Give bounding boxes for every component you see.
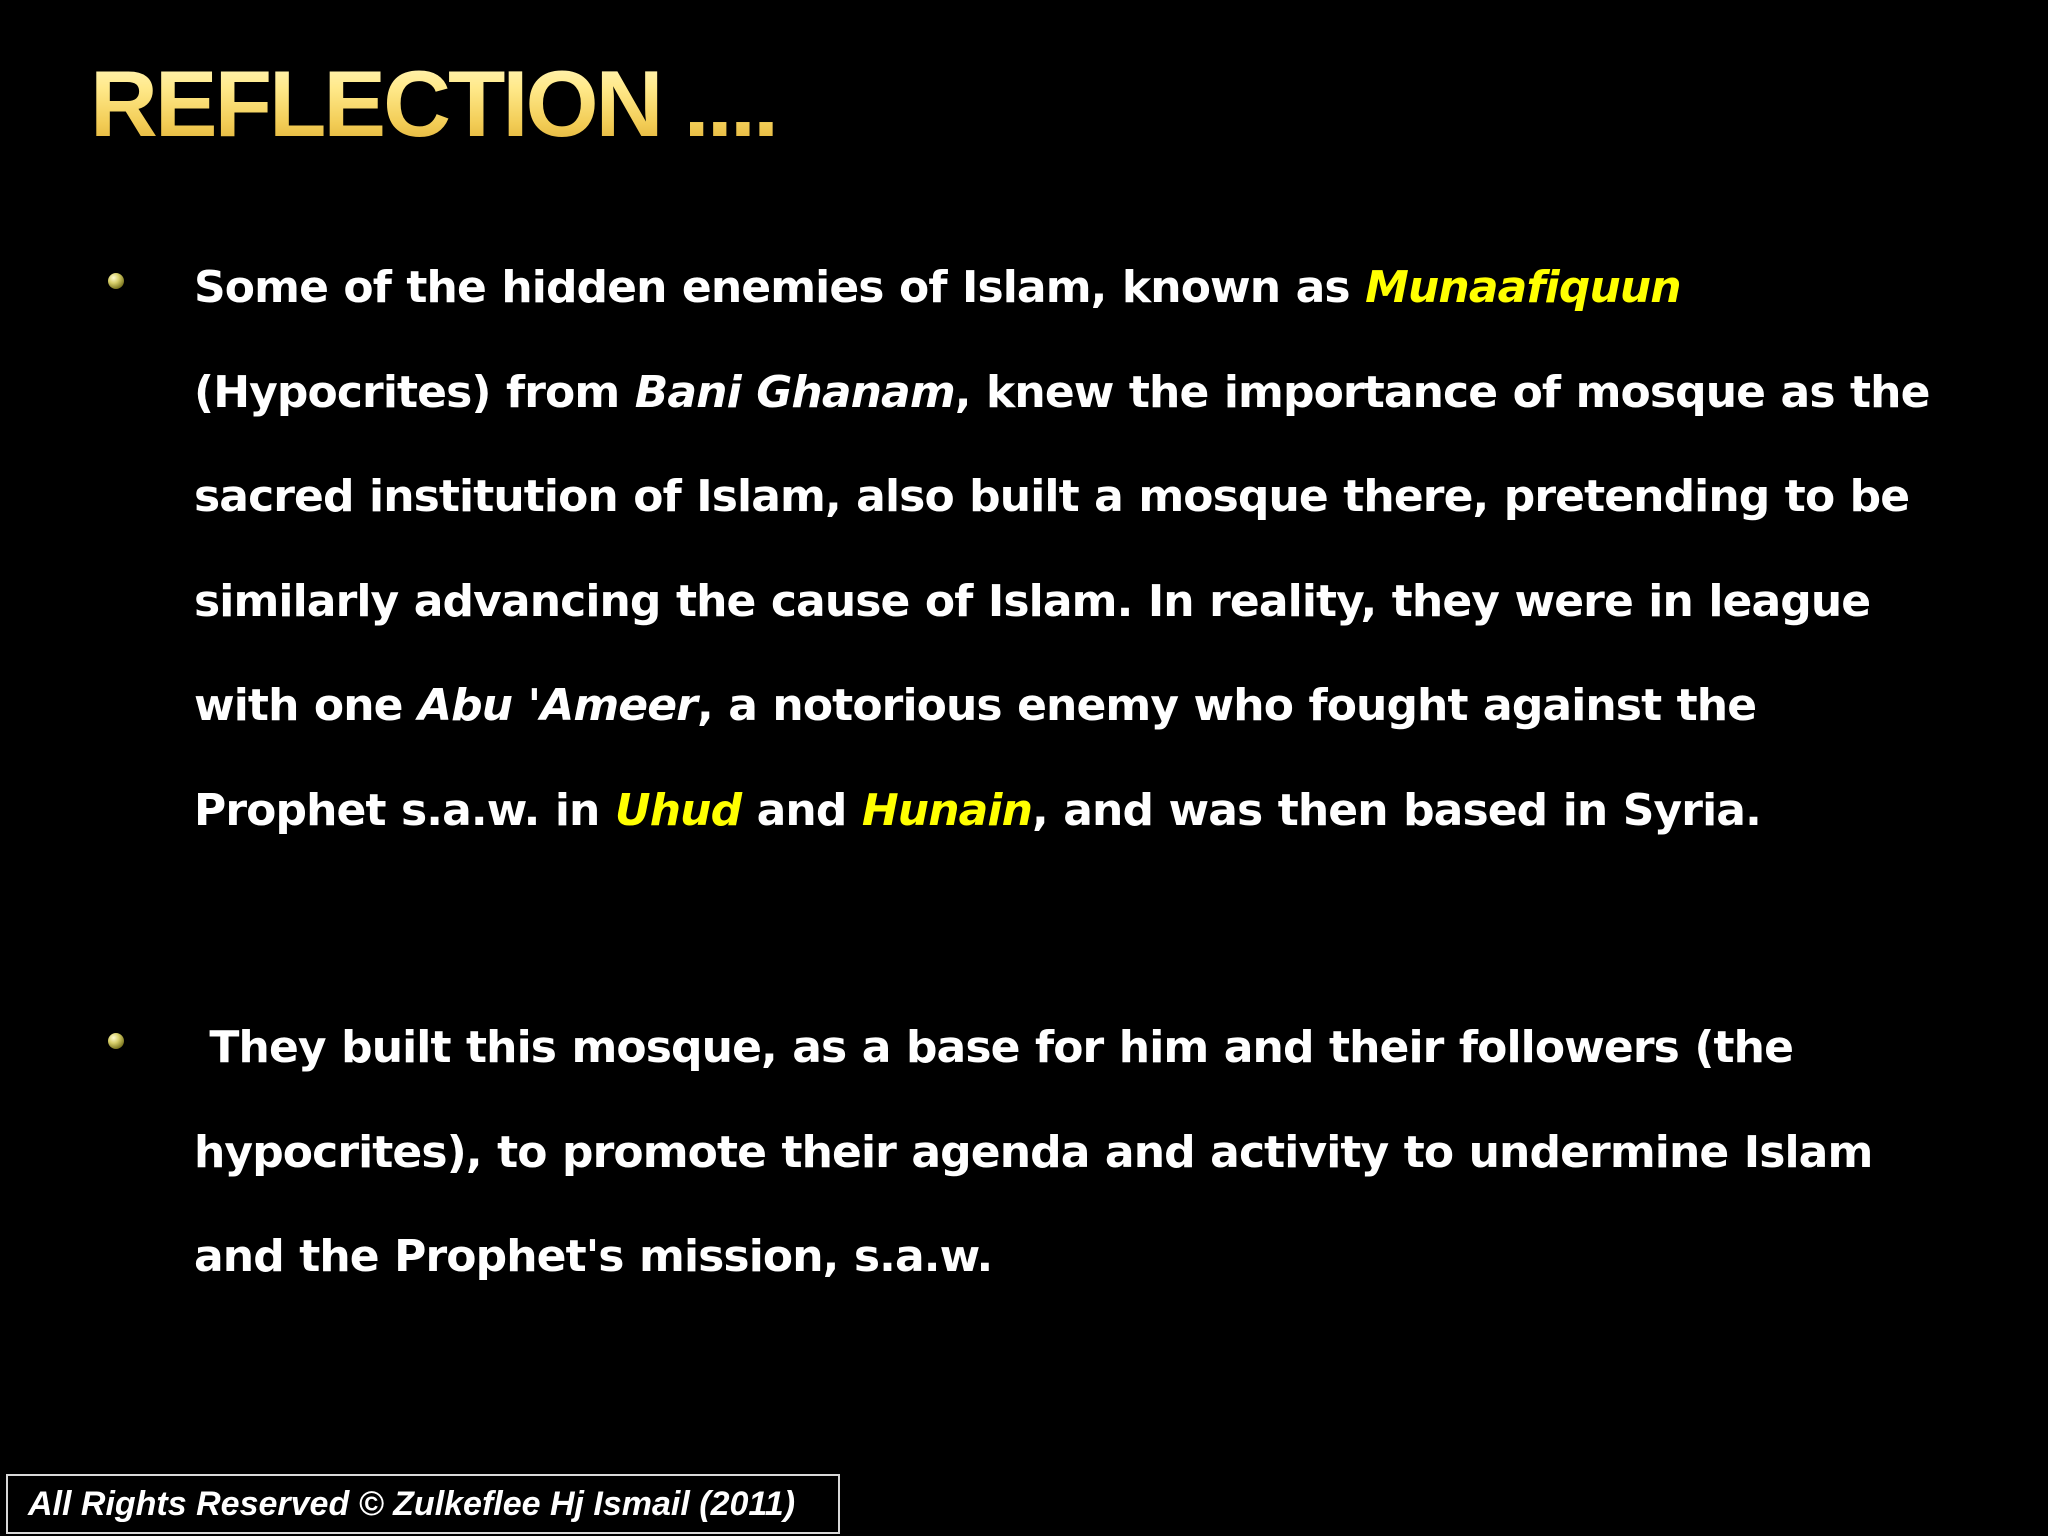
term-abu-ameer: Abu 'Ameer: [418, 680, 697, 731]
highlight-term-uhud: Uhud: [614, 784, 742, 836]
bullet-dot-icon: [108, 1033, 124, 1049]
bullet-paragraph-2: [194, 996, 1954, 1310]
bullet-paragraph-1: [194, 236, 1954, 863]
slide-title: REFLECTION ....: [90, 51, 777, 156]
text-segment: , and was then based in Syria.: [1032, 784, 1761, 836]
text-segment: Some of the hidden enemies of Islam, known as: [194, 262, 1366, 313]
text-segment: (Hypocrites) from: [194, 366, 635, 418]
copyright-footer: All Rights Reserved © Zulkeflee Hj Ismail (2011): [6, 1474, 840, 1534]
highlight-term-hunain: Hunain: [861, 784, 1033, 836]
highlight-term-munaafiquun: Munaafiquun: [1365, 262, 1681, 313]
text-segment: , knew the importance of mosque as the sacred institution of Islam, also built a mosque there, pretending to be similarly advancing the cause of Islam. In reality, they were in league with one: [194, 366, 1930, 731]
bullet-dot-icon: [108, 273, 124, 289]
text-segment: and: [741, 784, 862, 836]
text-segment: , a notorious enemy who fought against the Prophet s.a.w. in: [194, 680, 1757, 836]
term-bani-ghanam: Bani Ghanam: [634, 366, 955, 418]
text-segment: They built this mosque, as a base for him and their followers (the hypocrites), to promote their agenda and activity to undermine Islam and the Prophet's mission, s.a.w.: [194, 1022, 1873, 1282]
